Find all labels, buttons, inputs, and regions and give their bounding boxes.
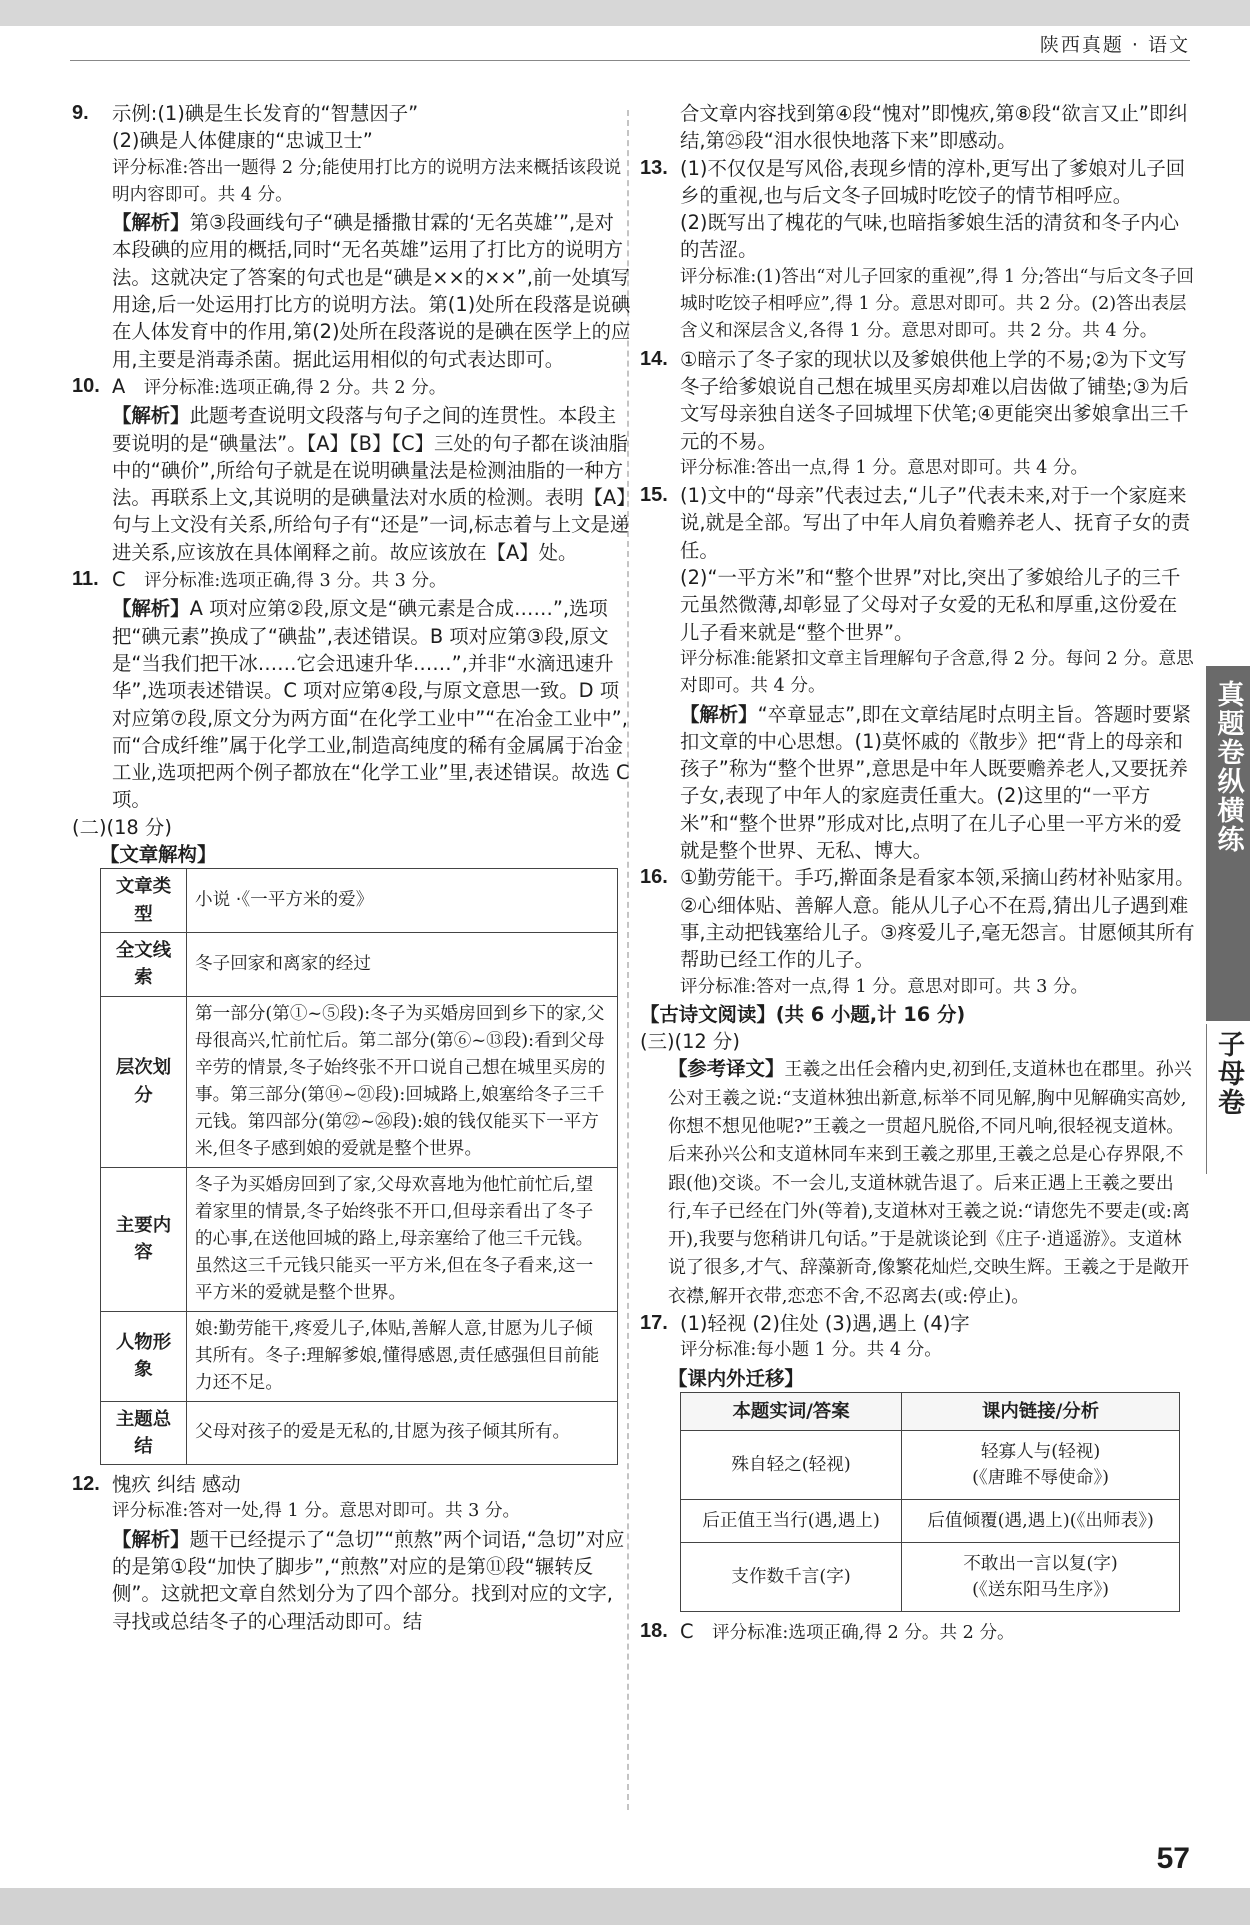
question-12: [72, 1471, 632, 1635]
analysis: [680, 701, 1195, 865]
cell-link: [902, 1431, 1180, 1500]
question-number: 11.: [72, 568, 99, 591]
table-row: [101, 1167, 618, 1311]
table-row: [101, 1311, 618, 1401]
answer-line: (1)文中的“母亲”代表过去,“儿子”代表未来,对于一个家庭来说,就是全部。写出了中年人肩负着赡养老人、抚育子女的责任。: [680, 484, 1191, 562]
answer: (1)轻视 (2)住处 (3)遇,遇上 (4)字: [680, 1312, 970, 1336]
row-label: 主要内容: [101, 1167, 187, 1311]
scoring-standard: 评分标准:能紧扣文章主旨理解句子含意,得 2 分。每问 2 分。意思对即可。共 4 分。: [680, 648, 1194, 697]
table-row: [681, 1500, 1180, 1543]
scoring-standard: 评分标准:答出一点,得 1 分。意思对即可。共 4 分。: [680, 457, 1089, 478]
scoring-standard: 评分标准:答对一处,得 1 分。意思对即可。共 3 分。: [112, 1501, 521, 1522]
article-structure-label: 【文章解构】: [100, 843, 217, 867]
question-11: [72, 566, 632, 814]
analysis-label: 【解析】: [112, 1527, 190, 1551]
question-18: [640, 1618, 1195, 1647]
question-9: [72, 100, 632, 373]
scoring-standard: 评分标准:答出一题得 2 分;能使用打比方的说明方法来概括该段说明内容即可。共 4 分。: [112, 157, 622, 205]
cell-answer: 后正值王当行(遇,遇上): [681, 1500, 902, 1543]
row-value: 冬子为买婚房回到了家,父母欢喜地为他忙前忙后,望着家里的情景,冬子始终张不开口,但母亲看出了冬子的心事,在送他回城的路上,母亲塞给了他三千元钱。虽然这三千元钱只能买一平方米,但在冬子看来,这一平方米的爱就是整个世界。: [187, 1167, 618, 1311]
analysis-label: 【解析】: [112, 404, 190, 428]
article-structure-table: [100, 868, 618, 1465]
question-10: [72, 373, 632, 566]
question-number: 18.: [640, 1620, 668, 1643]
analysis-label: 【解析】: [112, 597, 190, 621]
question-number: 12.: [72, 1473, 100, 1496]
table-row: [101, 869, 618, 933]
answer: C: [112, 568, 126, 592]
table-row: [101, 932, 618, 996]
header-rule: [70, 60, 1190, 61]
scoring-standard: 评分标准:答对一点,得 1 分。意思对即可。共 3 分。: [680, 976, 1089, 997]
answer: ①勤劳能干。手巧,擀面条是看家本领,采摘山药材补贴家用。②心细体贴、善解人意。能从儿子心不在焉,猜出儿子遇到难事,主动把钱塞给儿子。③疼爱儿子,毫无怨言。甘愿倾其所有帮助已经工作的儿子。: [680, 866, 1195, 972]
analysis-text: “卒章显志”,即在文章结尾时点明主旨。答题时要紧扣文章的中心思想。(1)莫怀戚的《散步》把“背上的母亲和孩子”称为“整个世界”,意思是中年人既要赡养老人,又要抚养子女,表现了中年人的家庭责任重大。(2)这里的“一平方米”和“整个世界”形成对比,点明了在儿子心里一平方米的爱就是整个世界、无私、博大。: [680, 702, 1192, 863]
answer-line: (1)不仅仅是写风俗,表现乡情的淳朴,更写出了爹娘对儿子回乡的重视,也与后文冬子回城时吃饺子的情节相呼应。: [680, 156, 1186, 207]
cell-link: [902, 1500, 1180, 1543]
question-14: [640, 346, 1195, 482]
left-column: [72, 100, 632, 1635]
question-number: 16.: [640, 866, 668, 889]
page-number: 57: [1156, 1842, 1190, 1875]
side-tab-sub: 子母卷: [1206, 1024, 1250, 1174]
cell-answer: 支作数千言(字): [681, 1543, 902, 1612]
row-label: 人物形象: [101, 1311, 187, 1401]
analysis: [112, 402, 632, 566]
translation-label: 【参考译文】: [668, 1057, 785, 1081]
analysis-text: 题干已经提示了“急切”“煎熬”两个词语,“急切”对应的是第①段“加快了脚步”,“煎熬”对应的是第⑪段“辗转反侧”。这就把文章自然划分为了四个部分。找到对应的文字,寻找或总结冬子的心理活动即可。结: [112, 1527, 625, 1633]
scoring-standard: 评分标准:每小题 1 分。共 4 分。: [680, 1340, 942, 1361]
row-value: 娘:勤劳能干,疼爱儿子,体贴,善解人意,甘愿为儿子倾其所有。冬子:理解爹娘,懂得感恩,责任感强但目前能力还不足。: [187, 1311, 618, 1401]
question-number: 10.: [72, 374, 100, 397]
column-header: 本题实词/答案: [681, 1392, 902, 1430]
table-row: [681, 1431, 1180, 1500]
question-15: [640, 482, 1195, 864]
scoring-standard: 评分标准:选项正确,得 2 分。共 2 分。: [712, 1623, 1015, 1644]
answer: ①暗示了冬子家的现状以及爹娘供他上学的不易;②为下文写冬子给爹娘说自己想在城里买房却难以启齿做了铺垫;③为后文写母亲独自送冬子回城埋下伏笔;④更能突出爹娘拿出三千元的不易。: [680, 347, 1189, 453]
row-label: 主题总结: [101, 1401, 187, 1465]
table-row: [101, 996, 618, 1167]
right-column: [640, 100, 1195, 1648]
row-value: 父母对孩子的爱是无私的,甘愿为孩子倾其所有。: [187, 1401, 618, 1465]
column-header: 课内链接/分析: [902, 1392, 1180, 1430]
classical-reading-heading: 【古诗文阅读】(共 6 小题,计 16 分): [640, 1002, 966, 1026]
bottom-scan-strip: [0, 1888, 1250, 1925]
table-header-row: [681, 1392, 1180, 1430]
analysis: [112, 595, 632, 813]
question-number: 15.: [640, 484, 668, 507]
question-17: [640, 1310, 1195, 1365]
question-number: 13.: [640, 156, 668, 179]
scoring-standard: 评分标准:选项正确,得 3 分。共 3 分。: [144, 571, 447, 592]
link-text: 不敢出一言以复(字): [963, 1554, 1118, 1575]
reference-translation: [640, 1055, 1195, 1310]
link-source: (《唐雎不辱使命》): [972, 1468, 1109, 1489]
translation-text: 王羲之出任会稽内史,初到任,支道林也在郡里。孙兴公对王羲之说:“支道林独出新意,标举不同见解,胸中见解确实高妙,你想不想见他呢?”王羲之一贯超凡脱俗,不同凡响,很轻视支道林。后来孙兴公和支道林同车来到王羲之那里,王羲之总是心存界限,不跟(他)交谈。不一会儿,支道林就告退了。后来正遇上王羲之要出行,车子已经在门外(等着),支道林对王羲之说:“请您先不要走(或:离开),我要与您稍讲几句话。”于是就谈论到《庄子·逍遥游》。支道林说了很多,才气、辞藻新奇,像繁花灿烂,交映生辉。王羲之于是敞开衣襟,解开衣带,恋恋不舍,不忍离去(或:停止)。: [668, 1059, 1192, 1307]
link-text: 后值倾覆(遇,遇上)(《出师表》): [927, 1511, 1154, 1532]
answer-line: (2)“一平方米”和“整个世界”对比,突出了爹娘给儿子的三千元虽然微薄,却彰显了父母对子女爱的无私和厚重,这份爱在儿子看来就是“整个世界”。: [680, 566, 1181, 644]
running-header: 陕西真题 · 语文: [1039, 34, 1190, 56]
answer: 愧疚 纠结 感动: [112, 1473, 241, 1497]
row-value: 小说 ·《一平方米的爱》: [187, 869, 618, 933]
analysis-text: 第③段画线句子“碘是播撒甘霖的‘无名英雄’”,是对本段碘的应用的概括,同时“无名英雄”运用了打比方的说明方法。这就决定了答案的句式也是“碘是××的××”,前一处填写用途,后一处运用打比方的说明方法。第(1)处所在段落是说碘在人体发育中的作用,第(2)处所在段落说的是碘在医学上的应用,主要是消毒杀菌。据此运用相似的句式表达即可。: [112, 211, 631, 371]
answer-line: (2)碘是人体健康的“忠诚卫士”: [112, 129, 373, 153]
row-label: 全文线索: [101, 932, 187, 996]
continued-analysis: 合文章内容找到第④段“愧对”即愧疚,第⑧段“欲言又止”即纠结,第㉕段“泪水很快地落下来”即感动。: [680, 102, 1188, 153]
row-value: 第一部分(第①~⑤段):冬子为买婚房回到乡下的家,父母很高兴,忙前忙后。第二部分(第⑥~⑬段):看到父母辛劳的情景,冬子始终张不开口说自己想在城里买房的事。第三部分(第⑭~㉑段):回城路上,娘塞给冬子三千元钱。第四部分(第㉒~㉖段):娘的钱仅能买下一平方米,但冬子感到娘的爱就是整个世界。: [187, 996, 618, 1167]
analysis-label: 【解析】: [680, 702, 758, 726]
transfer-heading: 【课内外迁移】: [668, 1366, 804, 1390]
question-number: 9.: [72, 102, 89, 124]
row-label: 层次划分: [101, 996, 187, 1167]
answer: A: [112, 374, 126, 398]
answer: C: [680, 1620, 694, 1644]
analysis: [112, 1526, 632, 1635]
top-scan-strip: [0, 0, 1250, 26]
link-text: 轻寡人与(轻视): [980, 1442, 1101, 1463]
scoring-standard: 评分标准:选项正确,得 2 分。共 2 分。: [143, 377, 447, 398]
section-heading: (三)(12 分): [640, 1030, 740, 1054]
link-source: (《送东阳马生序》): [972, 1580, 1109, 1601]
analysis-text: A 项对应第②段,原文是“碘元素是合成……”,选项把“碘元素”换成了“碘盐”,表述错误。B 项对应第③段,原文是“当我们把干冰……它会迅速升华……”,并非“水滴迅速升华”,选项表述错误。C 项对应第④段,与原文意思一致。D 项对应第⑦段,原文分为两方面“在化学工业中”“在冶金工业中”,而“合成纤维”属于化学工业,制造高纯度的稀有金属属于冶金工业,选项把两个例子都放在“化学工业”里,表述错误。故选 C 项。: [112, 597, 630, 812]
analysis: [112, 209, 632, 373]
row-value: 冬子回家和离家的经过: [187, 932, 618, 996]
table-row: [681, 1543, 1180, 1612]
row-label: 文章类型: [101, 869, 187, 933]
side-tab-main: 真题卷纵横练: [1206, 666, 1250, 1021]
cell-answer: 殊自轻之(轻视): [681, 1431, 902, 1500]
cell-link: [902, 1543, 1180, 1612]
scoring-standard: 评分标准:(1)答出“对儿子回家的重视”,得 1 分;答出“与后文冬子回城时吃饺子相呼应”,得 1 分。意思对即可。共 2 分。(2)答出表层含义和深层含义,各得 1 分。意思对即可。共 2 分。共 4 分。: [680, 266, 1194, 342]
question-number: 17.: [640, 1312, 668, 1335]
question-number: 14.: [640, 347, 668, 370]
question-13: [640, 155, 1195, 346]
answer-line: (2)既写出了槐花的气味,也暗指爹娘生活的清贫和冬子内心的苦涩。: [680, 211, 1180, 262]
table-row: [101, 1401, 618, 1465]
transfer-table: [680, 1392, 1180, 1612]
question-16: [640, 864, 1195, 1000]
analysis-label: 【解析】: [112, 211, 190, 235]
analysis-text: 此题考查说明文段落与句子之间的连贯性。本段主要说明的是“碘量法”。【A】【B】【C】三处的句子都在谈油脂中的“碘价”,所给句子就是在说明碘量法是检测油脂的一种方法。再联系上文,其说明的是碘量法对水质的检测。表明【A】句与上文没有关系,所给句子有“还是”一词,标志着与上文是递进关系,应该放在具体阐释之前。故应该放在【A】处。: [112, 404, 630, 564]
answer-line: 示例:(1)碘是生长发育的“智慧因子”: [112, 102, 419, 125]
section-heading: (二)(18 分): [72, 815, 172, 839]
